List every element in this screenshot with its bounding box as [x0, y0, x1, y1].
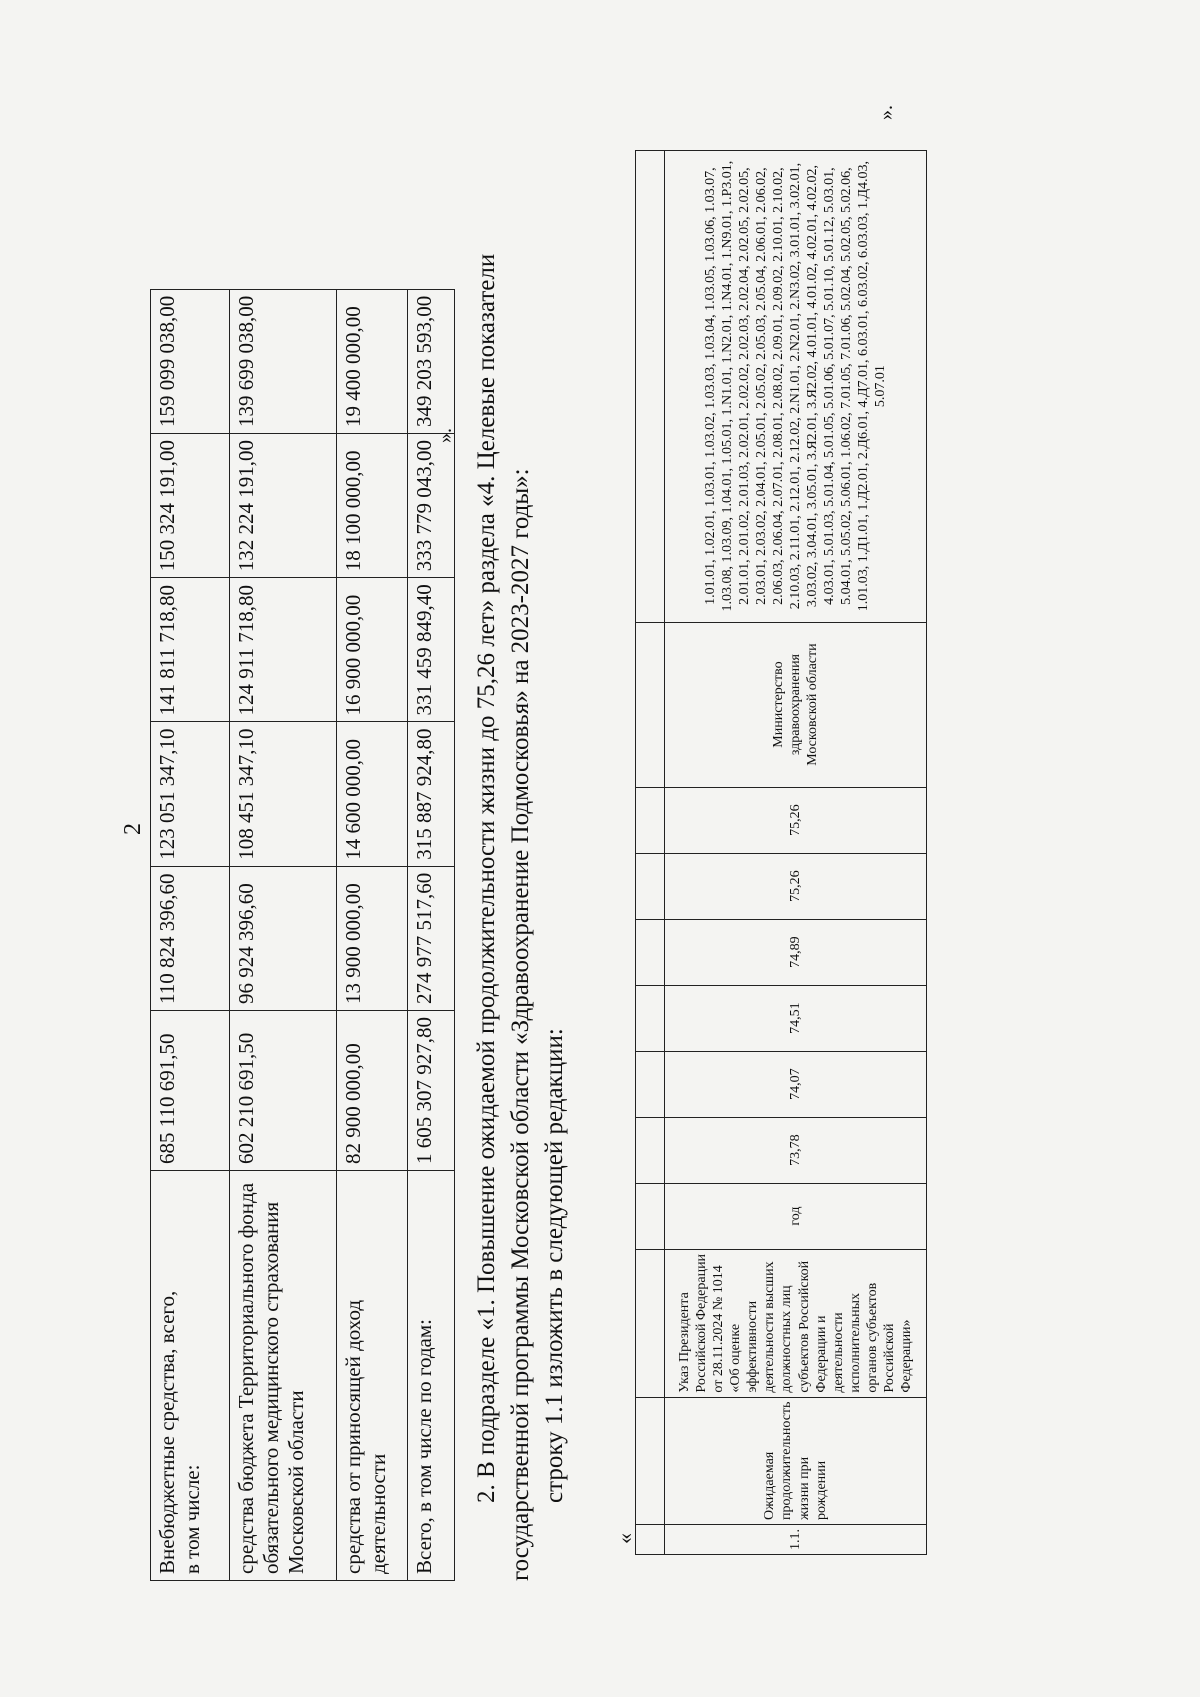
table-row	[151, 289, 230, 1580]
value-cell: 602 210 691,50	[230, 1011, 337, 1171]
responsible-body: Министерство здравоохранения Московской области	[665, 622, 927, 787]
page-number: 2	[120, 823, 146, 835]
table-header-row	[636, 150, 665, 1554]
closing-quote: ».	[875, 105, 897, 120]
value-cell: 159 099 038,00	[151, 289, 230, 433]
paragraph-line: строку 1.1 изложить в следующей редакции:	[540, 1028, 568, 1503]
value-cell: 110 824 396,60	[151, 866, 230, 1010]
value-cell: 1 605 307 927,80	[408, 1011, 455, 1171]
year-value: 74,51	[665, 985, 927, 1051]
year-value: 74,07	[665, 1051, 927, 1117]
indicator-name: Ожидаемая продолжительность жизни при рождении	[665, 1397, 927, 1524]
row-label: средства бюджета Территориального фонда обязательного медицинского страхования Московской области	[230, 1171, 337, 1581]
paragraph-line: 2. В подразделе «1. Повышение ожидаемой продолжительности жизни до 75,26 лет» раздела «4. Целевые показатели	[473, 253, 500, 1503]
program-codes: 1.01.01, 1.02.01, 1.03.01, 1.03.02, 1.03.03, 1.03.04, 1.03.05, 1.03.06, 1.03.07, 1.03.08, 1.03.09, 1.04.01, 1.05.01, 1.N1.01, 1.N2.01, 1.N4.01, 1.N9.01, 1.Р3.01, 2.01.01, 2.01.02, 2.01.03, 2.02.01, 2.02.02, 2.02.03, 2.02.04, 2.02.05, 2.02.05, 2.03.01, 2.03.02, 2.04.01, 2.05.01, 2.05.02, 2.05.03, 2.05.04, 2.06.01, 2.06.02, 2.06.03, 2.06.04, 2.07.01, 2.08.01, 2.08.02, 2.09.01, 2.09.02, 2.10.01, 2.10.02, 2.10.03, 2.11.01, 2.12.01, 2.12.02, 2.N1.01, 2.N2.01, 2.N3.02, 3.01.01, 3.02.01, 3.03.02, 3.04.01, 3.05.01, 3.Я2.01, 3.Я2.02, 4.01.01, 4.01.02, 4.02.01, 4.02.02, 4.03.01, 5.01.03, 5.01.04, 5.01.05, 5.01.06, 5.01.07, 5.01.10, 5.01.12, 5.03.01, 5.04.01, 5.05.02, 5.06.01, 1.06.02, 7.01.05, 7.01.06, 5.02.04, 5.02.05, 5.02.06, 1.01.03, 1.Д1.01, 1.Д2.01, 2.Д6.01, 4.Д7.01, 6.03.01, 6.03.02, 6.03.03, 1.Д4.03, 5.07.01	[665, 150, 927, 622]
row-label: средства от приносящей доход деятельности	[337, 1171, 408, 1581]
indicator-basis: Указ Президента Российской Федерации от 28.11.2024 № 1014 «Об оценке эффективности деятельности высших должностных лиц субъектов Российской Федерации и деятельности исполнительных органов субъектов Российской Федерации»	[665, 1249, 927, 1397]
rotated-page-content	[40, 25, 1160, 1665]
value-cell: 141 811 718,80	[151, 578, 230, 722]
year-value: 74,89	[665, 919, 927, 985]
value-cell: 19 400 000,00	[337, 289, 408, 433]
table-row	[665, 150, 927, 1554]
value-cell: 82 900 000,00	[337, 1011, 408, 1171]
year-value: 75,26	[665, 853, 927, 919]
unit: год	[665, 1183, 927, 1249]
value-cell: 14 600 000,00	[337, 722, 408, 866]
value-cell: 685 110 691,50	[151, 1011, 230, 1171]
table-row	[408, 289, 455, 1580]
table-row	[230, 289, 337, 1580]
value-cell: 123 051 347,10	[151, 722, 230, 866]
value-cell: 349 203 593,00	[408, 289, 455, 433]
finance-table	[150, 289, 455, 1581]
row-label: Всего, в том числе по годам:	[408, 1171, 455, 1581]
value-cell: 331 459 849,40	[408, 578, 455, 722]
paragraph-line: государственной программы Московской области «Здравоохранение Подмосковья» на 2023-2027 годы»:	[506, 468, 534, 1581]
base-value: 73,78	[665, 1117, 927, 1183]
value-cell: 18 100 000,00	[337, 434, 408, 578]
value-cell: 315 887 924,80	[408, 722, 455, 866]
value-cell: 150 324 191,00	[151, 434, 230, 578]
opening-quote: «	[612, 1533, 637, 1544]
amendment-paragraph	[470, 161, 571, 1581]
year-value: 75,26	[665, 787, 927, 853]
value-cell: 333 779 043,00	[408, 434, 455, 578]
row-number: 1.1.	[665, 1525, 927, 1555]
value-cell: 139 699 038,00	[230, 289, 337, 433]
value-cell: 16 900 000,00	[337, 578, 408, 722]
value-cell: 96 924 396,60	[230, 866, 337, 1010]
table-row	[337, 289, 408, 1580]
value-cell: 274 977 517,60	[408, 866, 455, 1010]
value-cell: 108 451 347,10	[230, 722, 337, 866]
value-cell: 13 900 000,00	[337, 866, 408, 1010]
row-label: Внебюджетные средства, всего, в том числе:	[151, 1171, 230, 1581]
indicator-table	[635, 150, 927, 1555]
value-cell: 132 224 191,00	[230, 434, 337, 578]
closing-quote: ».	[434, 428, 456, 443]
value-cell: 124 911 718,80	[230, 578, 337, 722]
